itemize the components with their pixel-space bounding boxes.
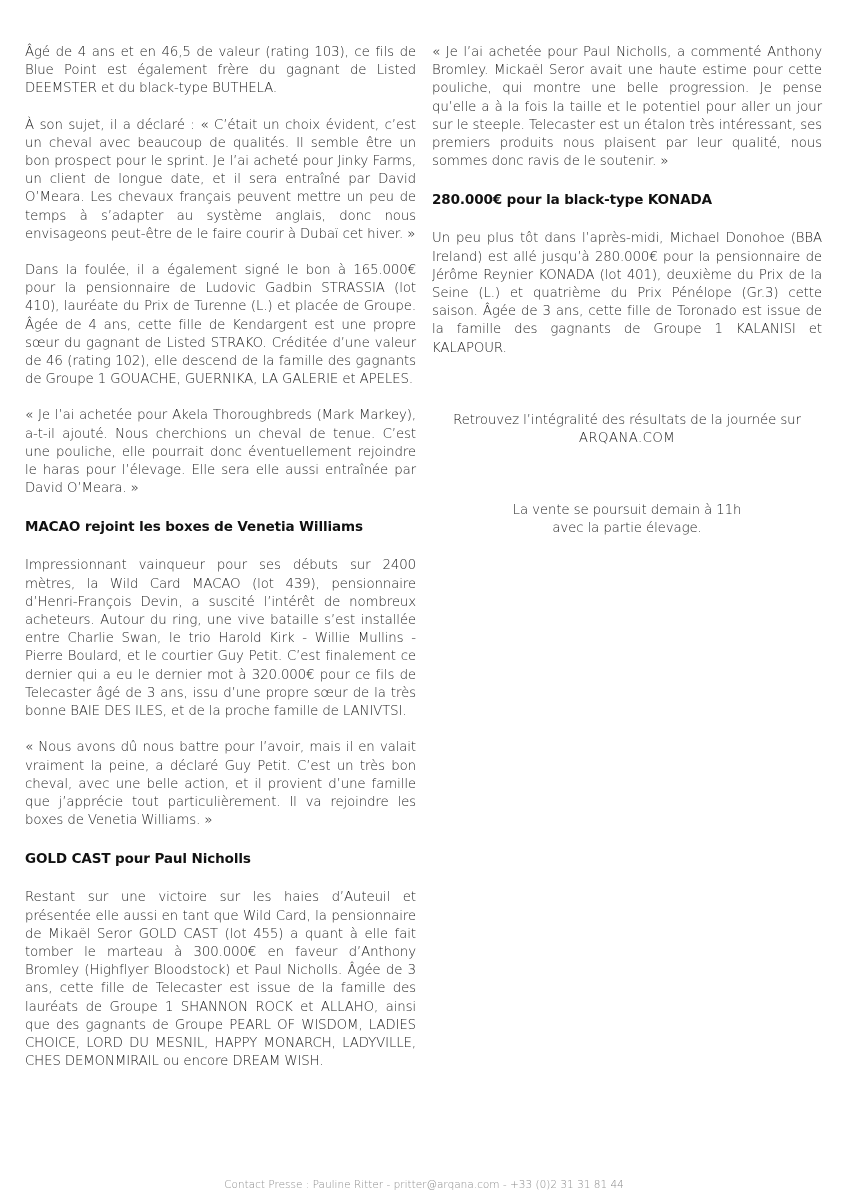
heading-macao: MACAO rejoint les boxes de Venetia Williams [25, 519, 363, 536]
paragraph-quote-jinky-farms: À son sujet, il a déclaré : « C’était un choix évident, c’est un cheval avec beaucoup de qualités. Il semble être un bon prospect pour le sprint. Je l’ai acheté pour Jinky Farms, un client de longue date, et il sera entraîné par David O’Meara. Les chevaux français peuvent mettre un peu de temps à s’adapter au système anglais, donc nous envisageons peut-être de le faire courir à Dubaï cet hiver. » [25, 117, 416, 242]
left-column [25, 44, 416, 1071]
results-line: Retrouvez l’intégralité des résultats de la journée sur [453, 412, 801, 428]
paragraph-gold-cast: Restant sur une victoire sur les haies d’Auteuil et présentée elle aussi en tant que Wild Card, la pensionnaire de Mikaël Seror GOLD CAST (lot 455) a quant à elle fait tomber le marteau à 300.000€ en faveur d’Anthony Bromley (Highflyer Bloodstock) et Paul Nicholls. Âgée de 3 ans, cette fille de Telecaster est issue de la famille des lauréats de Groupe 1 SHANNON ROCK et ALLAHO, ainsi que des gagnants de Groupe PEARL OF WISDOM, LADIES CHOICE, LORD DU MESNIL, HAPPY MONARCH, LADYVILLE, CHES DEMONMIRAIL ou encore DREAM WISH. [25, 890, 416, 1070]
heading-gold-cast: GOLD CAST pour Paul Nicholls [25, 851, 251, 868]
sale-notice [432, 502, 822, 538]
footer-contact: Contact Presse : Pauline Ritter - pritter@arqana.com - +33 (0)2 31 31 81 44 [224, 1179, 624, 1191]
sale-line-2: avec la partie élevage. [552, 521, 702, 537]
results-link[interactable]: ARQANA.COM [578, 431, 676, 447]
paragraph-strassia: Dans la foulée, il a également signé le bon à 165.000€ pour la pensionnaire de Ludovic Gadbin STRASSIA (lot 410), lauréate du Prix de Turenne (L.) et placée de Groupe. Âgée de 4 ans, cette fille de Kendargent est une propre sœur du gagnant de Listed STRAKO. Créditée d’une valeur de 46 (rating 102), elle descend de la famille des gagnants de Groupe 1 GOUACHE, GUERNIKA, LA GALERIE et APELES. [25, 263, 416, 388]
paragraph-konada: Un peu plus tôt dans l’après-midi, Michael Donohoe (BBA Ireland) est allé jusqu’à 280.000€ pour la pensionnaire de Jérôme Reynier KONADA (lot 401), deuxième du Prix de la Seine (L.) et quatrième du Prix Pénélope (Gr.3) cette saison. Âgée de 3 ans, cette fille de Toronado est issue de la famille des gagnants de Groupe 1 KALANISI et KALAPOUR. [432, 231, 822, 356]
paragraph-macao: Impressionnant vainqueur pour ses débuts sur 2400 mètres, la Wild Card MACAO (lot 439), pensionnaire d’Henri-François Devin, a suscité l’intérêt de nombreux acheteurs. Autour du ring, une vive bataille s’est installée entre Charlie Swan, le trio Harold Kirk - Willie Mullins - Pierre Boulard, et le courtier Guy Petit. C’est finalement ce dernier qui a eu le dernier mot à 320.000€ pour ce fils de Telecaster âgé de 3 ans, issu d’une propre sœur de la très bonne BAIE DES ILES, et de la proche famille de LANIVTSI. [25, 558, 416, 720]
paragraph-quote-guy-petit: « Nous avons dû nous battre pour l’avoir, mais il en valait vraiment la peine, a déclaré Guy Petit. C’est un très bon cheval, avec une belle action, et il provient d’une famille que j’apprécie tout particulièrement. Il va rejoindre les boxes de Venetia Williams. » [25, 740, 416, 829]
right-column [432, 44, 822, 539]
results-notice [432, 412, 822, 448]
heading-konada: 280.000€ pour la black-type KONADA [432, 192, 713, 209]
paragraph-deemster: Âgé de 4 ans et en 46,5 de valeur (rating 103), ce fils de Blue Point est également frère du gagnant de Listed DEEMSTER et du black-type BUTHELA. [25, 45, 416, 97]
sale-line-1: La vente se poursuit demain à 11h [512, 503, 742, 519]
paragraph-quote-bromley: « Je l’ai achetée pour Paul Nicholls, a commenté Anthony Bromley. Mickaël Seror avait une haute estime pour cette pouliche, qui montre une belle progression. Je pense qu’elle a à la fois la taille et le potentiel pour aller un jour sur le steeple. Telecaster est un étalon très intéressant, ses premiers produits nous plaisent par leur qualité, nous sommes donc ravis de le soutenir. » [432, 45, 822, 170]
paragraph-quote-akela: « Je l’ai achetée pour Akela Thoroughbreds (Mark Markey), a-t-il ajouté. Nous cherchions un cheval de tenue. C’est une pouliche, elle pourrait donc éventuellement rejoindre le haras pour l’élevage. Elle sera elle aussi entraînée par David O’Meara. » [25, 408, 416, 497]
